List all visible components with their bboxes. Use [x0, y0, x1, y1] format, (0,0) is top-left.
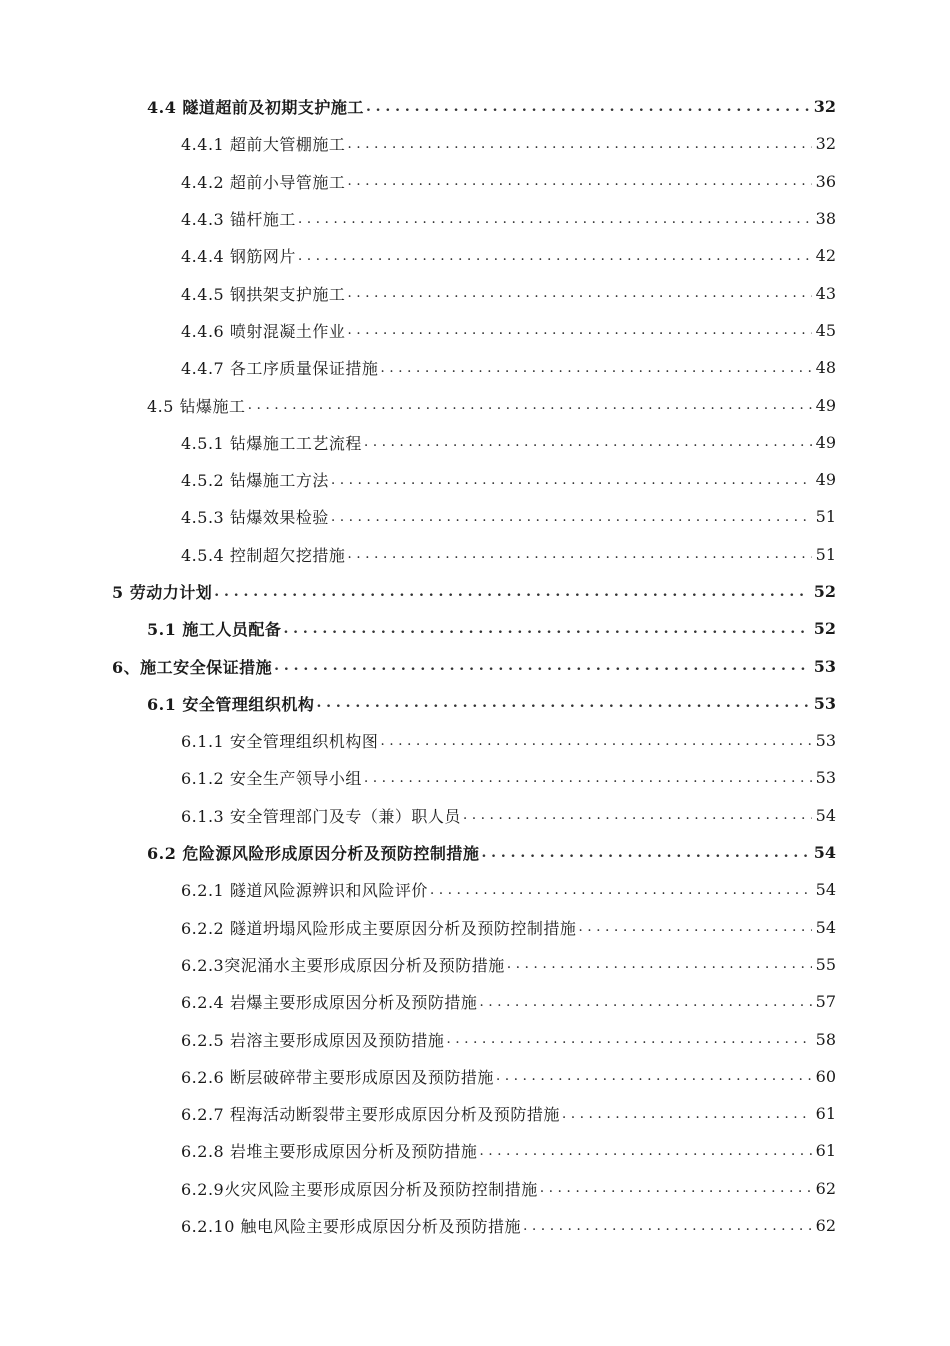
toc-entry-label: 隧道坍塌风险形成主要原因分析及预防控制措施 [229, 918, 577, 938]
toc-page-number: 32 [815, 134, 836, 154]
toc-page-number: 62 [815, 1178, 836, 1198]
toc-page-number: 51 [815, 544, 836, 564]
toc-dot-leader [562, 1106, 812, 1122]
toc-dot-leader [364, 434, 812, 450]
toc-page-number: 54 [815, 917, 836, 937]
toc-entry-title [181, 729, 380, 752]
toc-dot-leader [430, 882, 812, 898]
toc-entry-label: 安全生产领导小组 [229, 769, 362, 789]
toc-entry-title [181, 132, 347, 155]
toc-entry-title [147, 692, 316, 715]
toc-dot-leader [366, 99, 810, 115]
toc-entry-label: 岩溶主要形成原因及预防措施 [229, 1030, 445, 1050]
toc-entry-title [181, 953, 507, 976]
toc-entry[interactable] [112, 573, 836, 610]
toc-entry[interactable] [181, 1095, 836, 1132]
toc-entry-label: 钻爆效果检验 [229, 508, 329, 528]
toc-entry-number: 6.2.3 [181, 955, 225, 975]
toc-entry-label: 锚杆施工 [229, 210, 296, 230]
toc-page-number: 32 [813, 97, 836, 117]
toc-entry-title [181, 207, 298, 230]
toc-entry-number: 4.4.2 [181, 172, 225, 192]
toc-page-number: 52 [813, 619, 836, 639]
toc-entry-number: 6.2.8 [181, 1142, 225, 1162]
toc-entry-title [181, 356, 380, 379]
toc-entry-number: 5.1 [147, 620, 177, 640]
toc-entry-label: 隧道风险源辨识和风险评价 [229, 881, 428, 901]
toc-entry-label: 安全管理部门及专（兼）职人员 [229, 806, 461, 826]
toc-entry-number: 6.2 [147, 844, 177, 864]
toc-dot-leader [507, 956, 812, 972]
toc-entry-title [181, 1028, 446, 1051]
toc-entry-label: 火灾风险主要形成原因分析及预防控制措施 [224, 1179, 538, 1199]
toc-entry-title [147, 394, 248, 417]
toc-entry-label: 程海活动断裂带主要形成原因分析及预防措施 [229, 1105, 560, 1125]
toc-dot-leader [347, 546, 811, 562]
toc-entry[interactable] [181, 498, 836, 535]
toc-page-number: 45 [815, 320, 836, 340]
toc-entry-number: 6.2.7 [181, 1105, 225, 1125]
toc-entry-label: 施工安全保证措施 [140, 657, 273, 677]
toc-entry-title [181, 431, 364, 454]
toc-entry-label: 钻爆施工 [179, 396, 246, 416]
toc-entry-title [181, 804, 463, 827]
toc-dot-leader [523, 1218, 812, 1234]
toc-page-number: 52 [813, 582, 836, 601]
toc-page-number: 49 [815, 432, 836, 452]
toc-page-number: 54 [813, 843, 836, 863]
toc-page-number: 62 [815, 1216, 836, 1236]
toc-entry[interactable] [181, 797, 836, 834]
toc-dot-leader [283, 621, 809, 637]
toc-dot-leader [380, 360, 811, 376]
toc-dot-leader [316, 695, 809, 711]
toc-entry[interactable] [147, 88, 836, 125]
toc-entry-title [181, 244, 298, 267]
toc-entry[interactable] [181, 983, 836, 1020]
toc-dot-leader [331, 509, 812, 525]
toc-entry-number: 4.5.3 [181, 508, 225, 528]
toc-entry-title [181, 170, 347, 193]
toc-entry[interactable] [181, 1020, 836, 1057]
toc-entry-label: 突泥涌水主要形成原因分析及预防措施 [224, 955, 505, 975]
toc-page-number: 61 [815, 1104, 836, 1124]
toc-dot-leader [248, 397, 812, 413]
toc-dot-leader [479, 1143, 811, 1159]
toc-entry-title [181, 878, 430, 901]
table-of-contents [0, 88, 950, 1244]
toc-entry-label: 超前大管棚施工 [229, 135, 346, 155]
toc-entry-number: 4.5.2 [181, 471, 225, 491]
toc-dot-leader [214, 584, 810, 600]
toc-page-number: 42 [815, 246, 836, 266]
toc-entry-title [181, 468, 331, 491]
toc-entry-number: 4.4.6 [181, 321, 225, 341]
toc-entry[interactable] [181, 1058, 836, 1095]
toc-entry-number: 6.2.5 [181, 1030, 225, 1050]
toc-entry-number: 6.1.2 [181, 769, 225, 789]
toc-entry[interactable] [181, 909, 836, 946]
toc-entry-label: 钻爆施工方法 [229, 471, 329, 491]
toc-page-number: 53 [815, 731, 836, 751]
toc-entry[interactable] [147, 610, 836, 647]
toc-page-number: 53 [815, 768, 836, 788]
toc-page-number: 49 [815, 395, 836, 415]
toc-entry[interactable] [147, 386, 836, 423]
toc-page-number: 60 [815, 1066, 836, 1086]
toc-dot-leader [380, 733, 811, 749]
toc-entry-label: 各工序质量保证措施 [229, 359, 379, 379]
toc-entry-title [112, 580, 214, 603]
toc-page-number: 54 [815, 805, 836, 825]
toc-entry[interactable] [147, 834, 836, 871]
toc-dot-leader [274, 658, 810, 674]
toc-entry[interactable] [181, 237, 836, 274]
toc-entry-number: 6、 [112, 657, 141, 677]
toc-entry[interactable] [181, 424, 836, 461]
toc-entry[interactable] [181, 1207, 836, 1244]
toc-entry-label: 隧道超前及初期支护施工 [182, 98, 364, 118]
toc-entry-label: 钢拱架支护施工 [229, 284, 346, 304]
toc-entry[interactable] [181, 1132, 836, 1169]
toc-entry-title [181, 990, 479, 1013]
toc-entry-number: 6.1 [147, 694, 177, 714]
toc-entry-label: 危险源风险形成原因分析及预防控制措施 [182, 844, 480, 864]
toc-entry[interactable] [181, 312, 836, 349]
toc-dot-leader [446, 1031, 811, 1047]
toc-entry[interactable] [181, 871, 836, 908]
toc-entry-title [181, 1102, 562, 1125]
toc-dot-leader [347, 173, 811, 189]
toc-entry-label: 安全管理组织机构图 [229, 732, 379, 752]
toc-page-number: 53 [813, 693, 836, 713]
toc-entry-label: 钢筋网片 [229, 247, 296, 267]
toc-entry-title [181, 1139, 479, 1162]
toc-page-number: 55 [815, 954, 836, 974]
toc-entry-label: 喷射混凝土作业 [229, 321, 346, 341]
toc-page-number: 58 [815, 1029, 836, 1049]
toc-page-number: 61 [815, 1141, 836, 1161]
toc-entry-number: 4.4.5 [181, 284, 225, 304]
toc-page-number: 54 [815, 880, 836, 900]
toc-entry-number: 6.2.4 [181, 993, 225, 1013]
toc-entry[interactable] [147, 685, 836, 722]
toc-entry[interactable] [112, 647, 836, 684]
toc-entry-title [181, 916, 578, 939]
toc-dot-leader [463, 807, 812, 823]
toc-entry-title [181, 282, 347, 305]
toc-entry-label: 安全管理组织机构 [182, 694, 315, 714]
toc-entry-number: 6.2.2 [181, 918, 225, 938]
toc-entry-title [181, 766, 364, 789]
toc-dot-leader [331, 472, 812, 488]
toc-entry-number: 6.2.10 [181, 1217, 235, 1237]
toc-entry-number: 5 [112, 583, 124, 602]
toc-entry-number: 4.4 [147, 98, 177, 118]
toc-entry[interactable] [181, 200, 836, 237]
toc-dot-leader [496, 1068, 812, 1084]
toc-entry[interactable] [181, 1170, 836, 1207]
toc-entry-title [181, 505, 331, 528]
toc-page-number: 49 [815, 470, 836, 490]
toc-entry-title [181, 1177, 540, 1200]
toc-entry[interactable] [181, 759, 836, 796]
toc-page-number: 38 [815, 209, 836, 229]
toc-entry-title [181, 1065, 496, 1088]
toc-page-number: 36 [815, 171, 836, 191]
toc-entry-label: 超前小导管施工 [229, 172, 346, 192]
toc-entry-number: 6.2.9 [181, 1179, 225, 1199]
toc-dot-leader [347, 285, 811, 301]
toc-entry-title [181, 319, 347, 342]
toc-page-number: 48 [815, 358, 836, 378]
toc-entry-label: 触电风险主要形成原因分析及预防措施 [240, 1217, 521, 1237]
toc-entry[interactable] [181, 349, 836, 386]
toc-entry[interactable] [181, 461, 836, 498]
toc-entry-number: 4.5 [147, 396, 174, 416]
toc-dot-leader [347, 136, 811, 152]
toc-page-number: 57 [815, 992, 836, 1012]
toc-entry-title [147, 617, 283, 640]
toc-dot-leader [364, 770, 812, 786]
toc-entry-title [181, 1214, 523, 1237]
toc-page-number: 53 [813, 656, 836, 676]
toc-entry-label: 岩堆主要形成原因分析及预防措施 [229, 1142, 478, 1162]
toc-entry-title [181, 543, 347, 566]
toc-entry-number: 4.4.7 [181, 359, 225, 379]
toc-entry-title [147, 95, 366, 118]
toc-entry-number: 4.4.4 [181, 247, 225, 267]
toc-entry-label: 控制超欠挖措施 [229, 545, 346, 565]
toc-entry-number: 6.1.1 [181, 732, 225, 752]
toc-entry[interactable] [181, 125, 836, 162]
toc-dot-leader [540, 1180, 812, 1196]
toc-entry-label: 断层破碎带主要形成原因及预防措施 [229, 1067, 494, 1087]
toc-entry-number: 4.5.4 [181, 545, 225, 565]
toc-entry-number: 4.5.1 [181, 433, 225, 453]
toc-entry[interactable] [181, 163, 836, 200]
toc-dot-leader [481, 845, 809, 861]
toc-entry-number: 4.4.1 [181, 135, 225, 155]
toc-entry-label: 岩爆主要形成原因分析及预防措施 [229, 993, 478, 1013]
toc-entry[interactable] [181, 946, 836, 983]
toc-entry[interactable] [181, 274, 836, 311]
toc-entry[interactable] [181, 536, 836, 573]
toc-page-number: 51 [815, 507, 836, 527]
toc-entry-number: 6.2.6 [181, 1067, 225, 1087]
toc-dot-leader [298, 248, 812, 264]
toc-entry-label: 劳动力计划 [129, 583, 213, 602]
toc-dot-leader [347, 322, 811, 338]
toc-entry-number: 4.4.3 [181, 210, 225, 230]
toc-entry[interactable] [181, 722, 836, 759]
toc-dot-leader [298, 211, 812, 227]
toc-entry-label: 施工人员配备 [182, 620, 282, 640]
toc-dot-leader [479, 994, 811, 1010]
toc-entry-title [112, 655, 274, 678]
toc-page-number: 43 [815, 283, 836, 303]
toc-entry-label: 钻爆施工工艺流程 [229, 433, 362, 453]
toc-entry-number: 6.2.1 [181, 881, 225, 901]
toc-entry-title [147, 841, 481, 864]
toc-dot-leader [578, 919, 811, 935]
toc-entry-number: 6.1.3 [181, 806, 225, 826]
